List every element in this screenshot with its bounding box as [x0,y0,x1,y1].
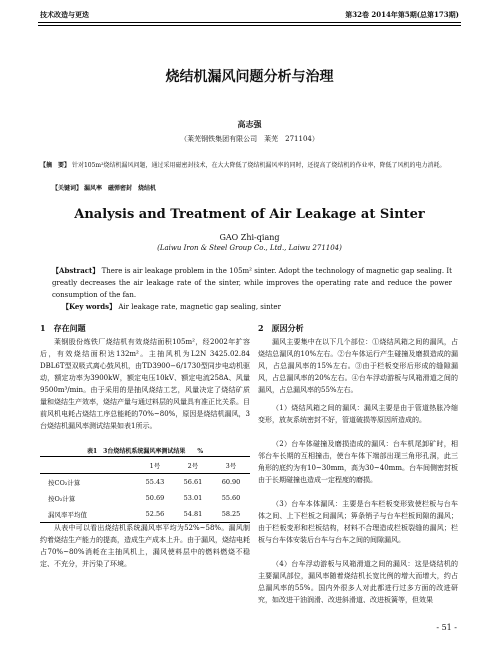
table-cell: 52.56 [145,510,165,518]
after-table-paragraph: 从表中可以看出烧结机系统漏风率平均为52%~58%。漏风制约着烧结生产能力的提高，造成生产成本上升。由于漏风，烧结电耗占70%~80%消耗在主抽风机上，漏风使料层中的燃料燃烧不稳定、不充分，并污染了环境。 [40,524,250,568]
leakage-table [40,456,250,523]
table-header-cell [40,457,136,474]
abstract-text-cn: 针对105m²烧结机漏风问题，通过采用磁密封技术，在大大降低了烧结机漏风率的同时，还提高了烧结机的作业率，降低了风机的电力消耗。 [71,162,446,169]
section2-paragraph: 漏风主要集中在以下几个部位：①烧结风箱之间的漏风，占烧结总漏风的10%左右。②台车体运行产生碰撞及磨损造成的漏风，占总漏风率的15%左右。③由于栏板变形后形成的缝隙漏风，占总漏风率的20%左右。④台车浮动游板与风箱滑道之间的漏风，占总漏风率的55%左右。 [258,338,458,394]
table-row [40,490,250,506]
table-cell: 50.69 [145,494,165,502]
header-rule-thin [38,25,461,26]
author-cn: 高志强 [237,119,262,129]
keywords-label-cn: 【关键词】 [52,185,83,192]
keywords-label-en: 【Key words】 [62,302,117,311]
cause-item-1: （1）烧结风箱之间的漏风：漏风主要是由于管道热胀冷缩变形，放灰系统密封不好，管道破损等原因所造成的。 [258,404,458,424]
keywords-cn [52,183,462,192]
table-caption: 表1 3台烧结机系统漏风率测试结果 % [86,448,204,455]
table-header-cell: 3号 [225,461,237,470]
section1-heading: 1 存在问题 [40,323,86,333]
abstract-en [52,265,452,301]
paper-title-en: Analysis and Treatment of Air Leakage at Sinter [74,207,425,222]
affiliation-cn: （莱芜钢铁集团有限公司 莱芜 271104） [180,135,319,143]
abstract-text-en: There is air leakage problem in the 105m² sinter. Adopt the technology of magnetic gap sealing. It greatly decreases the air leakage rate of the sinter, while improves the operating rate and reduce the power consumption of the fan. [52,267,452,299]
table-cell: 55.60 [221,494,241,502]
cause-item-2: （2）台车体碰撞及磨损造成的漏风：台车机尾卸矿时，相邻台车长期的互相撞击，使台车体下端部出现三角形孔洞，此三角形的底约为有10~30mm，高为30~40mm。台车间侧密封板由于长期碰撞也造成一定程度的磨损。 [258,440,458,484]
keywords-en [62,302,462,312]
table-row-label: 按CO₂计算 [48,478,81,487]
table-row-label: 漏风率平均值 [48,510,87,519]
table-header-cell: 1号 [149,461,161,470]
table-row-label: 按O₂计算 [48,494,76,503]
table-cell: 55.43 [145,478,165,486]
header-rule [38,22,461,23]
abstract-cn [40,160,460,171]
journal-name: 技术改造与更迭 [40,10,89,19]
section2-heading: 2 原因分析 [258,323,304,333]
issue-info: 第32卷 2014年第5期(总第173期) [345,10,459,19]
page-number: - 51 - [436,623,457,632]
section1-paragraph: 莱钢股份炼铁厂烧结机有效烧结面积105m²，经2002年扩容后，有效烧结面积达132m²。主抽风机为L2N 3425.02.84 DBL6T型双吸式离心鼓风机，由TD3900−6/1730型同步电动机驱动，额定功率为3900kW，额定电压10kV、额定电流258A、风量9500m³/min。由于采用的是抽风烧结工艺，风量决定了烧结矿质量和烧结生产效率，烧结产量与通过料层的风量具有准正比关系。目前风机电耗占烧结工序总能耗的70%~80%，原因是烧结机漏风，3台烧结机漏风率测试结果如表1所示。 [40,338,250,430]
table-cell: 58.25 [221,510,241,518]
paper-title-cn: 烧结机漏风问题分析与治理 [165,69,334,85]
table-cell: 60.90 [221,478,241,486]
cause-item-3: （3）台车本体漏风：主要是台车栏板变形致使栏板与台车体之间、上下栏板之间漏风；箅条销子与台车栏板间隙的漏风；由于栏板变形和栏板结构，材料不合理造成栏板裂缝的漏风；栏板与台车体安装后台车与台车之间的间隙漏风。 [258,500,458,544]
author-en: GAO Zhi-qiang [219,233,280,242]
keywords-text-en: Air leakage rate, magnetic gap sealing, sinter [118,303,281,311]
table-header-row [40,457,250,474]
table-cell: 56.61 [183,478,203,486]
table-header-cell: 2号 [187,461,199,470]
abstract-label-cn: 【摘 要】 [40,162,71,169]
cause-item-4: （4）台车浮动游板与风箱滑道之间的漏风：这是烧结机的主要漏风部位，漏风率随着烧结机长宽比例的增大而增大，约占总漏风率的55%。国内外很多人对此都进行过多方面的改进研究，如改进干油润滑、改进斜滑道、改进板簧等，但效果 [258,560,458,604]
affiliation-en: (Laiwu Iron & Steel Group Co., Ltd., Laiwu 271104) [157,244,342,252]
abstract-label-en: 【Abstract】 [52,266,100,275]
table-row [40,474,250,491]
table-cell: 54.81 [183,510,203,518]
table-cell: 53.01 [183,494,203,502]
keywords-text-cn: 漏风率 磁弹密封 烧结机 [83,185,156,192]
table-row [40,506,250,523]
